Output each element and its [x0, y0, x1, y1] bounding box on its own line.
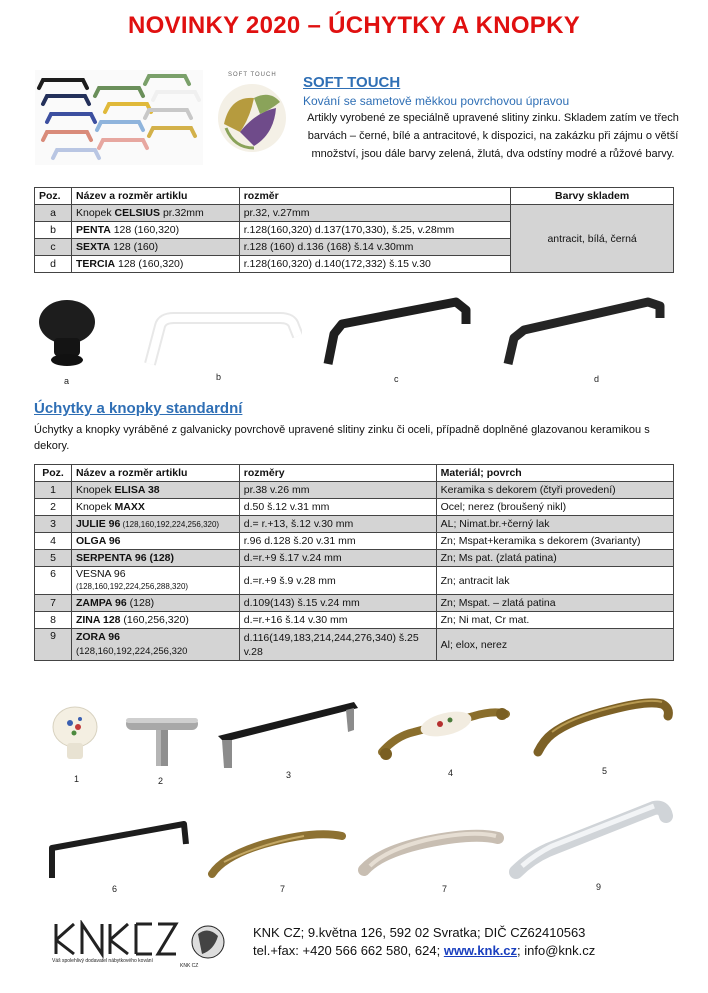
product-label-4: 4	[448, 768, 454, 778]
soft-touch-logo-text: SOFT TOUCH	[228, 72, 277, 78]
row-size: d.116(149,183,214,244,276,340) š.25 v.28	[239, 629, 436, 661]
table-row	[35, 533, 674, 550]
row-size: d.50 š.12 v.31 mm	[239, 499, 436, 516]
col-header: Barvy skladem	[511, 188, 674, 205]
knob-elisa-image	[50, 705, 100, 763]
col-header: Poz.	[35, 465, 72, 482]
row-pos: 1	[35, 482, 72, 499]
row-size: d.=r.+9 š.9 v.28 mm	[239, 567, 436, 595]
product-label-b: b	[216, 372, 222, 382]
row-pos: a	[35, 205, 72, 222]
table-row	[35, 516, 674, 533]
row-size: d.109(143) š.15 v.24 mm	[239, 595, 436, 612]
row-pos: b	[35, 222, 72, 239]
soft-touch-heading: SOFT TOUCH	[303, 74, 401, 91]
row-material: Al; elox, nerez	[436, 629, 673, 661]
colored-handles-image	[35, 70, 203, 165]
row-material: Zn; antracit lak	[436, 567, 673, 595]
soft-touch-logo	[210, 68, 294, 163]
row-pos: 2	[35, 499, 72, 516]
row-material: Ocel; nerez (broušený nikl)	[436, 499, 673, 516]
row-pos: 7	[35, 595, 72, 612]
table-row	[35, 482, 674, 499]
row-name: TERCIA 128 (160,320)	[71, 256, 239, 273]
row-size: r.128 (160) d.136 (168) š.14 v.30mm	[239, 239, 511, 256]
table-row	[35, 550, 674, 567]
standard-section-text: Úchytky a knopky vyráběné z galvanicky povrchově upravené slitiny zinku či oceli, případně doplněné glazovanou keramikou s dekory.	[34, 424, 650, 452]
row-name: OLGA 96	[71, 533, 239, 550]
row-size: r.128(160,320) d.140(172,332) š.15 v.30	[239, 256, 511, 273]
table-row	[35, 205, 674, 222]
handle-julie-image	[212, 696, 362, 772]
soft-touch-table	[34, 187, 674, 273]
product-label-c: c	[394, 374, 399, 384]
product-label-1: 1	[74, 774, 80, 784]
page-title: NOVINKY 2020 – ÚCHYTKY A KNOPKY	[127, 12, 581, 39]
row-pos: 9	[35, 629, 72, 661]
row-name: VESNA 96 (128,160,192,224,256,288,320)	[71, 567, 239, 595]
product-label-9: 9	[596, 882, 602, 892]
row-material: AL; Nimat.br.+černý lak	[436, 516, 673, 533]
product-label-7b: 7	[442, 884, 448, 894]
row-pos: c	[35, 239, 72, 256]
col-header: Název a rozměr artiklu	[71, 465, 239, 482]
knob-celsius-image	[36, 298, 98, 370]
row-size: d.= r.+13, š.12 v.30 mm	[239, 516, 436, 533]
table-row	[35, 612, 674, 629]
table-row	[35, 499, 674, 516]
knk-logo-text: KNK CZ	[180, 963, 199, 969]
handle-zora-image	[508, 800, 674, 880]
stock-colors: antracit, bílá, černá	[511, 205, 674, 273]
product-label-6: 6	[112, 884, 118, 894]
row-pos: 4	[35, 533, 72, 550]
handle-penta-image	[140, 306, 302, 372]
footer-tagline: Váš spolehlivý dodavatel nábytkového kování	[52, 958, 153, 964]
row-material: Zn; Ms pat. (zlatá patina)	[436, 550, 673, 567]
row-name: SERPENTA 96 (128)	[71, 550, 239, 567]
product-label-2: 2	[158, 776, 164, 786]
row-pos: 5	[35, 550, 72, 567]
col-header: Název a rozměr artiklu	[71, 188, 239, 205]
row-size: pr.32, v.27mm	[239, 205, 511, 222]
standard-section-heading: Úchytky a knopky standardní	[34, 400, 243, 417]
col-header: rozměr	[239, 188, 511, 205]
product-label-7a: 7	[280, 884, 286, 894]
footer-address: KNK CZ; 9.května 126, 592 02 Svratka; DIČ CZ62410563	[253, 925, 586, 940]
row-pos: 6	[35, 567, 72, 595]
row-material: Zn; Mspat+keramika s dekorem (3varianty)	[436, 533, 673, 550]
row-size: r.128(160,320) d.137(170,330), š.25, v.28mm	[239, 222, 511, 239]
row-name: ZINA 128 (160,256,320)	[71, 612, 239, 629]
row-name: ZAMPA 96 (128)	[71, 595, 239, 612]
standard-table	[34, 464, 674, 661]
row-name: SEXTA 128 (160)	[71, 239, 239, 256]
col-header: Poz.	[35, 188, 72, 205]
footer-contact	[253, 924, 595, 960]
handle-olga-image	[374, 696, 514, 766]
handle-serpenta-image	[530, 690, 676, 760]
handle-vesna-image	[44, 818, 194, 884]
row-material: Zn; Ni mat, Cr mat.	[436, 612, 673, 629]
product-label-3: 3	[286, 770, 292, 780]
table-row	[35, 629, 674, 661]
product-label-5: 5	[602, 766, 608, 776]
handle-sexta-image	[320, 290, 478, 370]
knob-maxx-image	[122, 708, 202, 770]
col-header: Materiál; povrch	[436, 465, 673, 482]
row-name: Knopek CELSIUS pr.32mm	[71, 205, 239, 222]
row-name: JULIE 96 (128,160,192,224,256,320)	[71, 516, 239, 533]
row-name: PENTA 128 (160,320)	[71, 222, 239, 239]
row-material: Keramika s dekorem (čtyři provedení)	[436, 482, 673, 499]
row-size: d.=r.+9 š.17 v.24 mm	[239, 550, 436, 567]
table-row	[35, 595, 674, 612]
handle-zina-image	[356, 816, 506, 882]
soft-touch-text: Artikly vyrobené ze speciálně upravené slitiny zinku. Skladem zatím ve třech barvách – černé, bílé a antracitové, k dispozici, na zakázku při zájmu o větší množství, jsou dále barvy zelená, žlutá, dva odstíny modré a růžové barvy.	[307, 112, 679, 160]
knk-logo	[52, 920, 228, 974]
handle-zampa-image	[204, 816, 350, 882]
row-size: pr.38 v.26 mm	[239, 482, 436, 499]
product-label-d: d	[594, 374, 600, 384]
table-row	[35, 567, 674, 595]
table-header	[35, 188, 674, 205]
row-name: ZORA 96 (128,160,192,224,256,320	[71, 629, 239, 661]
product-label-a: a	[64, 376, 70, 386]
row-material: Zn; Mspat. – zlatá patina	[436, 595, 673, 612]
row-pos: 3	[35, 516, 72, 533]
website-link[interactable]: www.knk.cz	[443, 943, 518, 958]
row-size: r.96 d.128 š.20 v.31 mm	[239, 533, 436, 550]
row-pos: d	[35, 256, 72, 273]
col-header: rozměry	[239, 465, 436, 482]
soft-touch-subheading: Kování se sametově měkkou povrchovou úpravou	[303, 94, 570, 108]
row-size: d.=r.+16 š.14 v.30 mm	[239, 612, 436, 629]
footer-phone-line: tel.+fax: +420 566 662 580, 624; www.knk.cz; info@knk.cz	[253, 943, 596, 958]
row-name: Knopek ELISA 38	[71, 482, 239, 499]
handle-tercia-image	[500, 288, 670, 370]
row-name: Knopek MAXX	[71, 499, 239, 516]
table-header	[35, 465, 674, 482]
row-pos: 8	[35, 612, 72, 629]
